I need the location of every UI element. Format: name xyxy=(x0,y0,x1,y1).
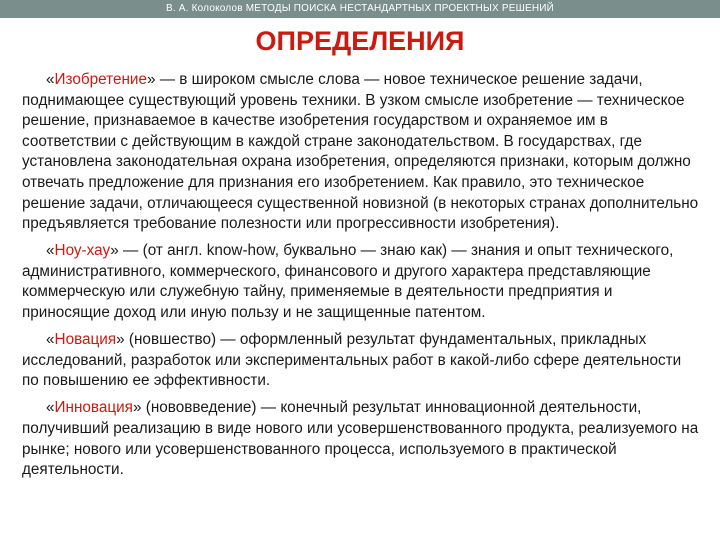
term-know-how: Ноу-хау xyxy=(54,242,111,260)
open-quote: « xyxy=(46,331,55,349)
open-quote: « xyxy=(46,71,55,88)
header-bar xyxy=(0,0,720,18)
close-quote: » xyxy=(132,399,142,417)
definition-text: — в широком смысле слова — новое техническое решение задачи, поднимающее существующий уровень техники. В узком смысле изобретение — техническое решение, признаваемое в качестве изобретения государством и охраняемое им в соответствии с действующим в каждой стране законодательством. В государствах, где установлена законодательная охрана изобретения, определяются признаки, которым должно отвечать предложение для признания его изобретением. Как правило, это техническое решение задачи, отличающееся существенной новизной (в некоторых странах дополнительно предъявляется требование полезности или прогрессивности изобретения). xyxy=(22,71,699,233)
term-novation: Новация xyxy=(54,331,117,349)
open-quote: « xyxy=(46,399,55,417)
definitions-list xyxy=(22,70,702,487)
definition-text: (нововведение) — конечный результат инновационной деятельности, получивший реализацию в виде нового или усовершенствованного продукта, реализуемого на рынке; нового или усовершенствованного процесса, используемого в практической деятельности. xyxy=(22,399,699,479)
definition-text: — (от англ. know-how, буквально — знаю как) — знания и опыт технического, административного, коммерческого, финансового и другого характера представляющие коммерческую или служебную тайну, применяемые в деятельности предприятия и приносящие доход или иную пользу и не защищенные патентом. xyxy=(22,242,674,322)
term-invention: Изобретение xyxy=(54,71,147,88)
term-innovation: Инновация xyxy=(54,399,133,417)
header-caption: В. А. Колоколов МЕТОДЫ ПОИСКА НЕСТАНДАРТНЫХ ПРОЕКТНЫХ РЕШЕНИЙ xyxy=(165,3,555,14)
close-quote: » xyxy=(110,242,119,260)
definition-novation xyxy=(22,330,702,392)
open-quote: « xyxy=(46,242,55,260)
close-quote: » xyxy=(116,331,125,349)
definition-innovation xyxy=(22,398,702,480)
close-quote: » xyxy=(146,71,156,88)
slide-title: ОПРЕДЕЛЕНИЯ xyxy=(255,26,465,56)
definition-text: (новшество) — оформленный результат фундаментальных, прикладных исследований, разработок или экспериментальных работ в какой-либо сфере деятельности по повышению ее эффективности. xyxy=(22,331,682,390)
definition-know-how xyxy=(22,241,702,323)
definition-invention xyxy=(22,70,702,235)
